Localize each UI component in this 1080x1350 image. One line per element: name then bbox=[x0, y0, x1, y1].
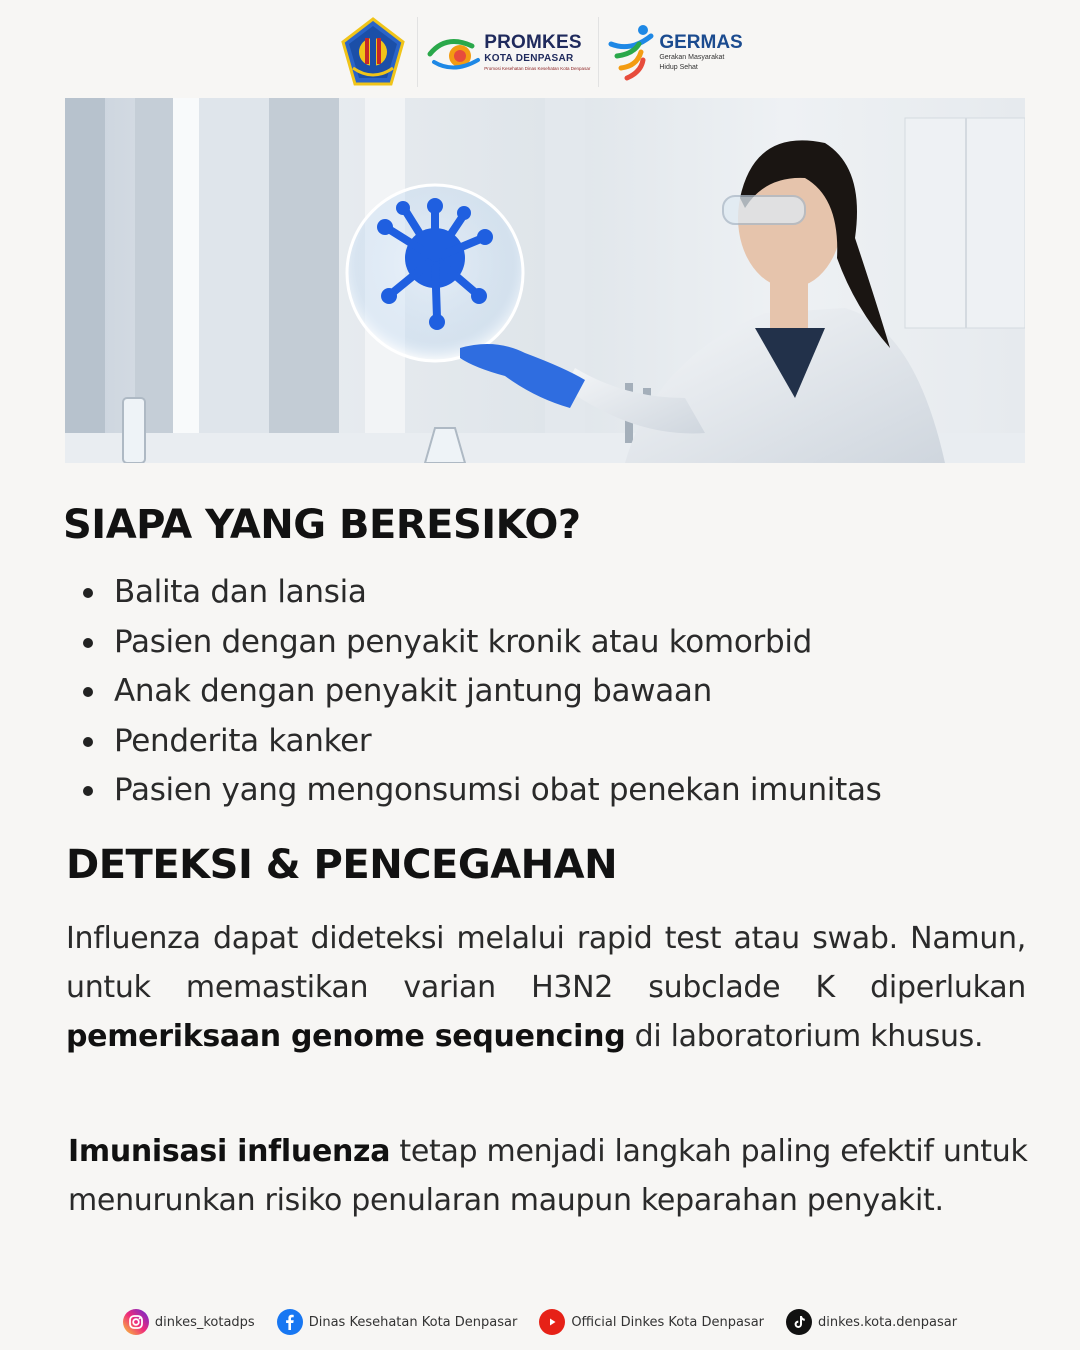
risk-list bbox=[80, 568, 1040, 816]
tiktok-icon bbox=[786, 1309, 812, 1335]
denpasar-emblem bbox=[337, 12, 409, 92]
risk-section-title: SIAPA YANG BERESIKO? bbox=[63, 502, 581, 548]
facebook-icon bbox=[277, 1309, 303, 1335]
instagram-handle: dinkes_kotadps bbox=[154, 1314, 255, 1330]
germas-title: GERMAS bbox=[659, 32, 743, 54]
youtube-link[interactable] bbox=[539, 1309, 764, 1335]
lab-scene-illustration bbox=[65, 98, 1025, 463]
list-item: Pasien yang mengonsumsi obat penekan imunitas bbox=[80, 766, 1040, 816]
germas-logo bbox=[607, 12, 742, 92]
detection-section-title: DETEKSI & PENCEGAHAN bbox=[66, 842, 618, 888]
youtube-channel: Official Dinkes Kota Denpasar bbox=[571, 1314, 765, 1330]
list-item: Anak dengan penyakit jantung bawaan bbox=[80, 667, 1040, 717]
highlight-genome-sequencing: pemeriksaan genome sequencing bbox=[66, 1019, 626, 1054]
detection-paragraph: Influenza dapat dideteksi melalui rapid test atau swab. Namun, untuk memastikan varian H3N2 subclade K diperlukan pemeriksaan genome sequencing di laboratorium khusus. bbox=[66, 921, 1026, 1054]
social-footer bbox=[0, 1304, 1080, 1340]
header-logos bbox=[0, 12, 1080, 92]
tiktok-link[interactable] bbox=[786, 1309, 957, 1335]
prevention-paragraph: Imunisasi influenza tetap menjadi langkah paling efektif untuk menurunkan risiko penularan maupun keparahan penyakit. bbox=[68, 1134, 1028, 1218]
germas-subtitle-1: Gerakan Masyarakat bbox=[659, 54, 725, 62]
germas-subtitle-2: Hidup Sehat bbox=[659, 63, 698, 71]
youtube-icon bbox=[539, 1309, 565, 1335]
facebook-page: Dinas Kesehatan Kota Denpasar bbox=[308, 1314, 518, 1330]
list-item: Penderita kanker bbox=[80, 717, 1040, 767]
list-item: Balita dan lansia bbox=[80, 568, 1040, 618]
highlight-immunization: Imunisasi influenza bbox=[68, 1134, 391, 1169]
instagram-icon bbox=[123, 1309, 149, 1335]
lab-scientist-photo bbox=[65, 98, 1025, 463]
promkes-title: PROMKES bbox=[484, 31, 582, 53]
facebook-link[interactable] bbox=[277, 1309, 518, 1335]
instagram-link[interactable] bbox=[123, 1309, 255, 1335]
promkes-tagline: Promosi Kesehatan Dinas Kesehatan Kota Denpasar bbox=[484, 65, 591, 71]
promkes-logo bbox=[426, 12, 590, 92]
list-item: Pasien dengan penyakit kronik atau komorbid bbox=[80, 618, 1040, 668]
promkes-subtitle: KOTA DENPASAR bbox=[484, 52, 574, 64]
tiktok-handle: dinkes.kota.denpasar bbox=[818, 1314, 958, 1330]
